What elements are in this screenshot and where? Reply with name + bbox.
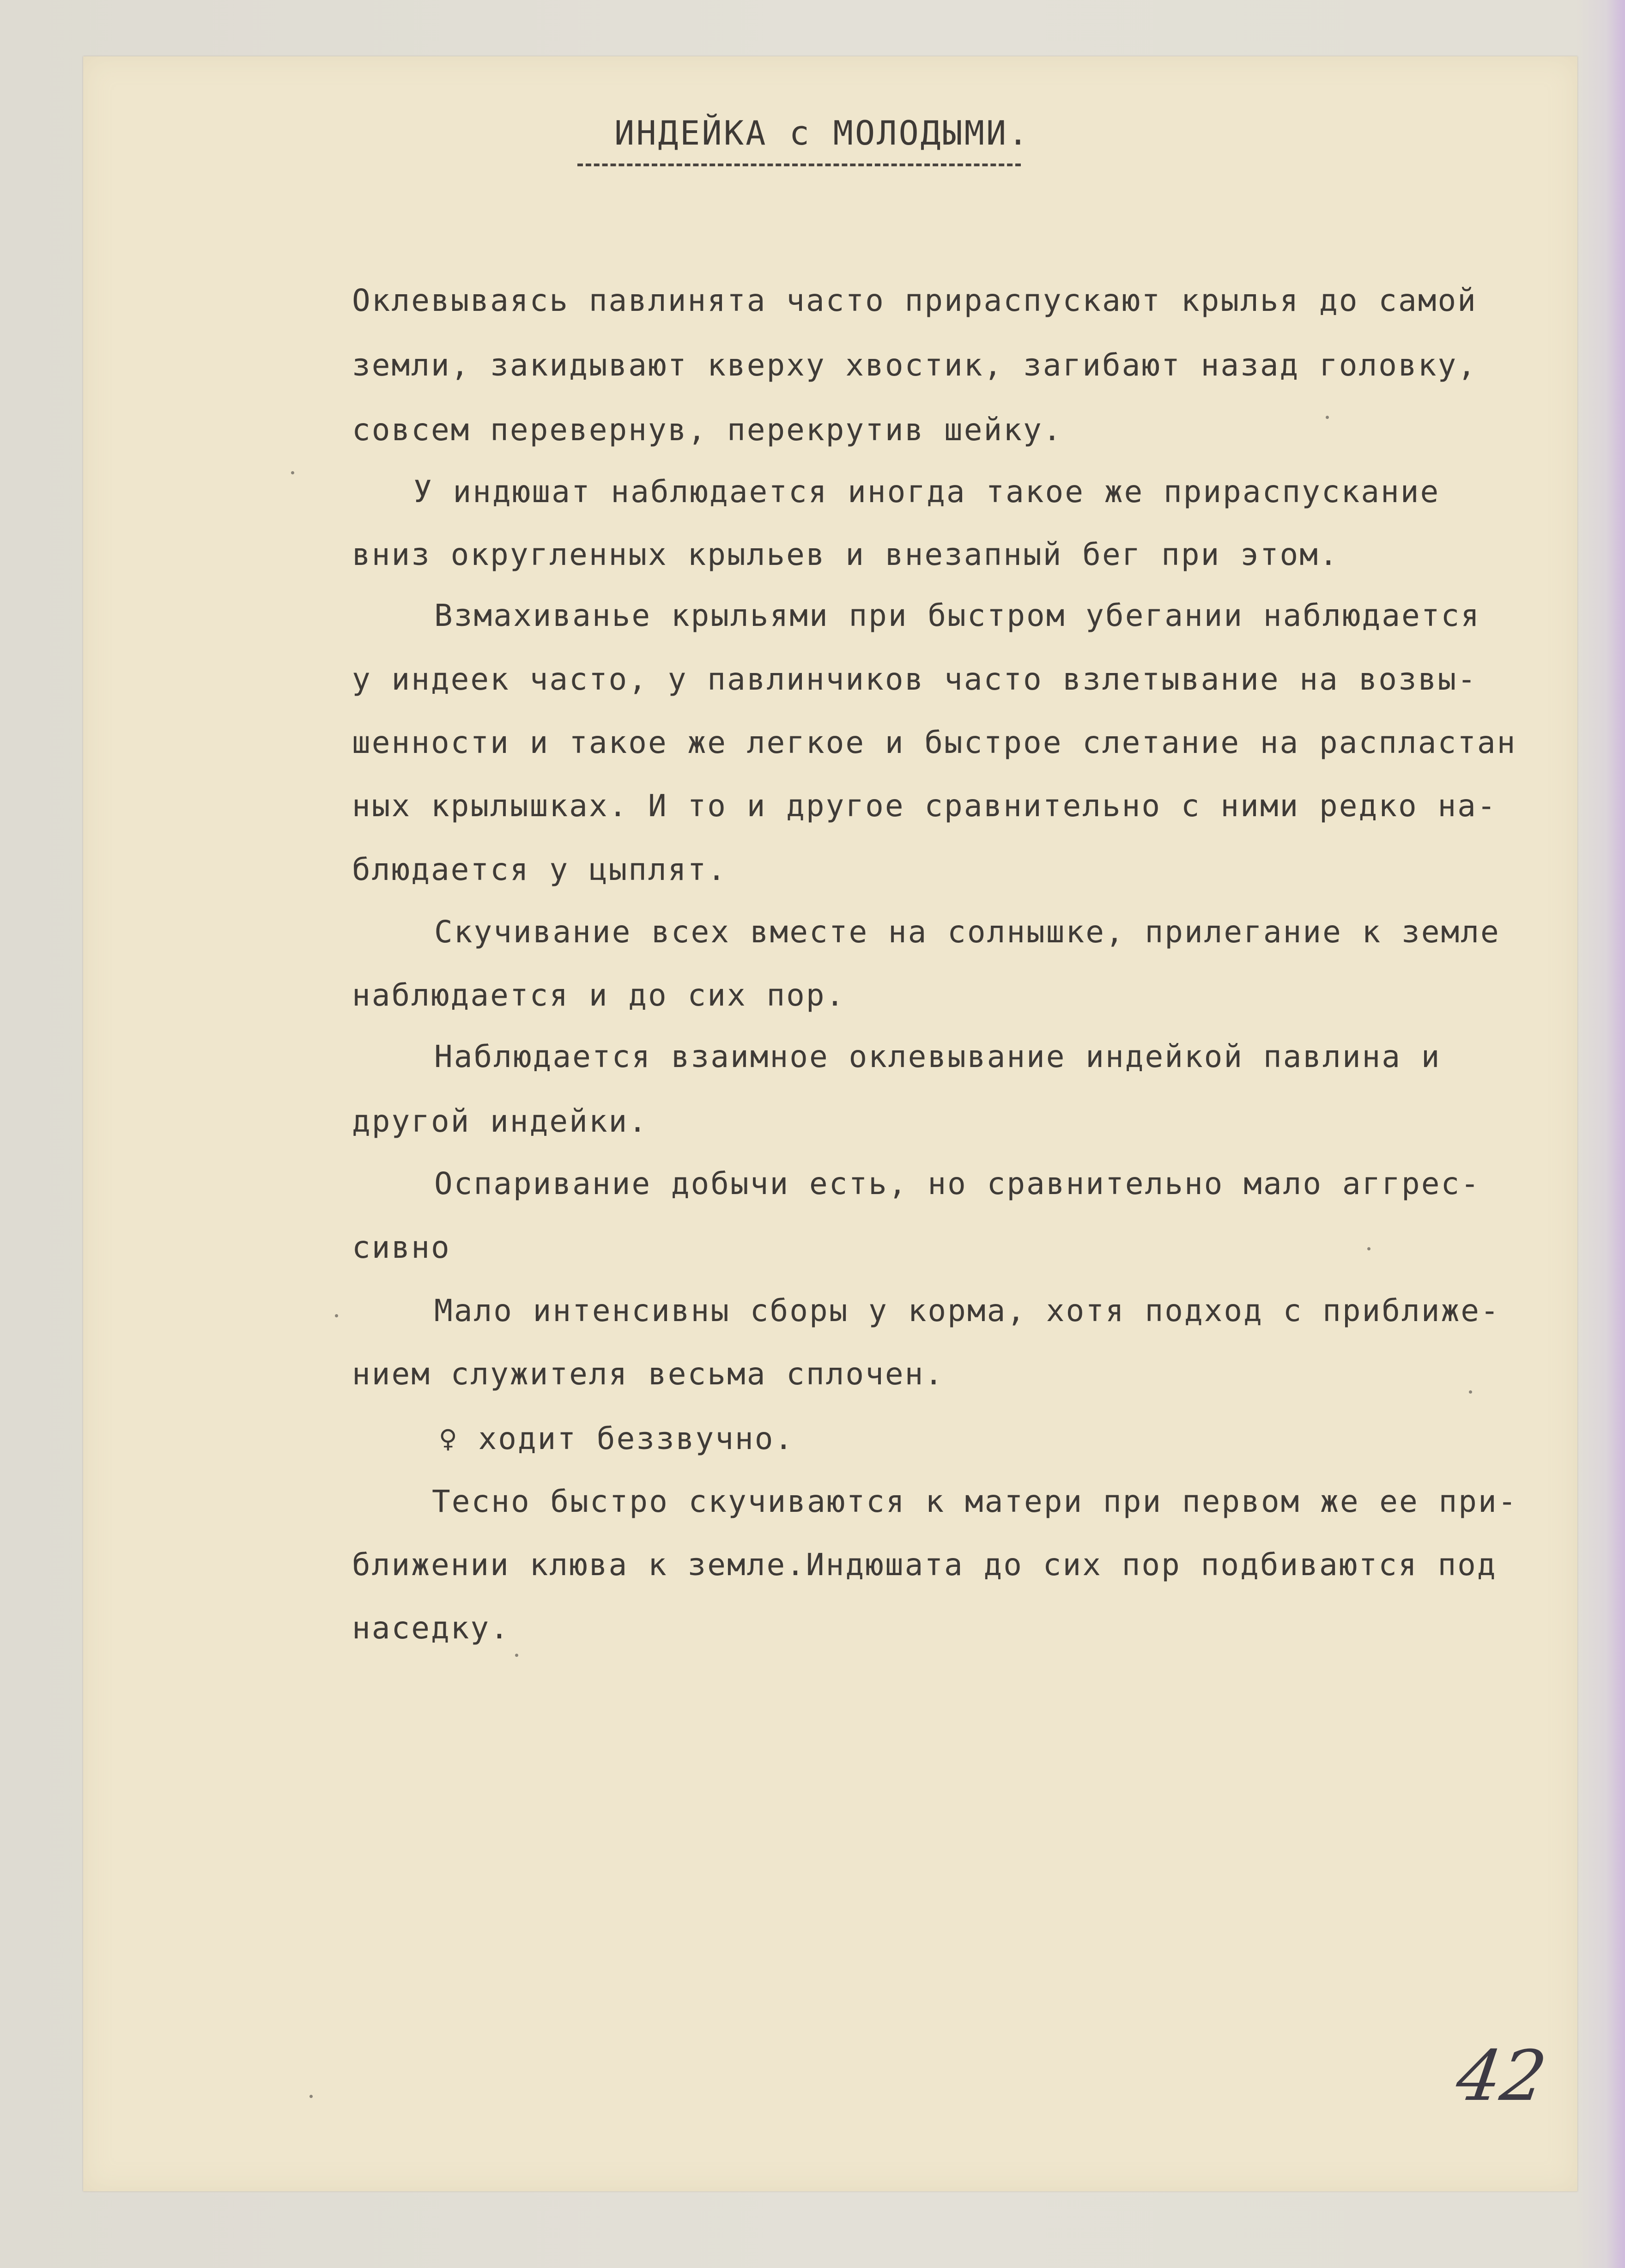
text-line: вниз округленных крыльев и внезапный бег при этом.	[352, 537, 1339, 572]
paper-speck	[1469, 1390, 1472, 1394]
text-line: нием служителя весьма сплочен.	[352, 1356, 945, 1392]
text-line: наседку.	[352, 1610, 510, 1646]
text-line: ближении клюва к земле.Индюшата до сих пор подбиваются под	[352, 1547, 1497, 1583]
text-line: шенности и такое же легкое и быстрое слетание на распластан	[352, 725, 1517, 760]
text-line: земли, закидывают кверху хвостик, загибают назад головку,	[352, 347, 1477, 383]
text-line: совсем перевернув, перекрутив шейку.	[352, 412, 1063, 448]
text-line: сивно	[352, 1230, 451, 1265]
handwritten-page-number: 42	[1451, 2036, 1552, 2116]
text-line: у индеек часто, у павлинчиков часто взлетывание на возвы-	[352, 661, 1477, 697]
text-line: другой индейки.	[352, 1104, 649, 1139]
text-line: ♀ ходит беззвучно.	[439, 1421, 794, 1456]
paper-speck	[309, 2095, 313, 2098]
paper-speck	[1367, 1247, 1370, 1250]
text-line: Мало интенсивны сборы у корма, хотя подход с приближе-	[434, 1293, 1500, 1328]
paper-speck	[335, 1314, 338, 1317]
text-line: У индюшат наблюдается иногда такое же прираспускание	[413, 474, 1440, 509]
text-line: ных крылышках. И то и другое сравнительно с ними редко на-	[352, 788, 1497, 824]
paper-speck	[1326, 416, 1329, 419]
text-line: Оклевываясь павлинята часто прираспускают крылья до самой	[352, 283, 1477, 318]
text-line: Взмахиванье крыльями при быстром убегании наблюдается	[434, 598, 1480, 633]
paper-speck	[291, 471, 294, 474]
page-title: ИНДЕЙКА с МОЛОДЫМИ.	[614, 114, 1030, 152]
text-line: Наблюдается взаимное оклевывание индейкой павлина и	[434, 1039, 1441, 1074]
text-line: Оспаривание добычи есть, но сравнительно мало аггрес-	[434, 1166, 1480, 1201]
text-line: Тесно быстро скучиваются к матери при первом же ее при-	[432, 1484, 1518, 1519]
paper-speck	[515, 1654, 518, 1657]
text-line: Скучивание всех вместе на солнышке, прилегание к земле	[434, 914, 1500, 950]
text-line: блюдается у цыплят.	[352, 852, 727, 887]
text-line: наблюдается и до сих пор.	[352, 977, 846, 1013]
